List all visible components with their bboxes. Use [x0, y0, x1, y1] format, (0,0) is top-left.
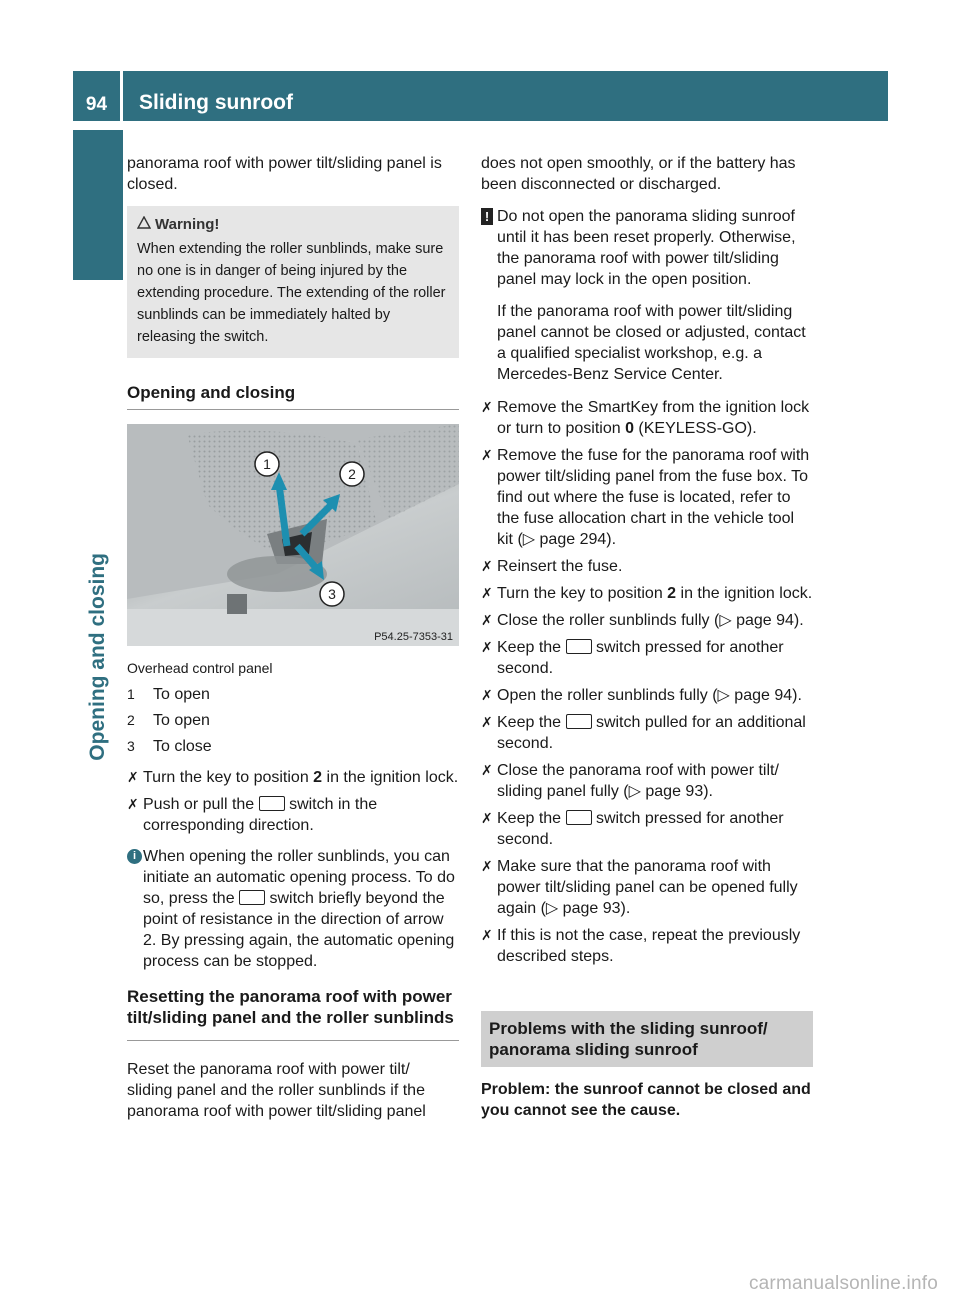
- step-x-icon: ✗: [481, 447, 493, 463]
- page-title: Sliding sunroof: [139, 91, 293, 114]
- legend-text-2: To open: [153, 712, 210, 729]
- step-item: ✗ Turn the key to position 2 in the ignition lock.: [481, 585, 813, 602]
- legend-text-1: To open: [153, 686, 210, 703]
- warning-title-text: Warning!: [155, 216, 220, 233]
- warning-box: [127, 206, 459, 358]
- right-column: [481, 153, 813, 1121]
- legend-text-3: To close: [153, 738, 212, 755]
- step-item: ✗ Keep the switch pulled for an additional second.: [481, 714, 806, 752]
- switch-icon: [566, 714, 592, 729]
- step-item: ✗ If this is not the case, repeat the previously described steps.: [481, 927, 801, 965]
- photo-caption: Overhead control panel: [127, 660, 273, 676]
- svg-text:1: 1: [263, 456, 271, 472]
- left-column: [127, 153, 459, 1133]
- warning-title: [137, 214, 449, 236]
- caution-note: [481, 206, 813, 385]
- svg-text:2: 2: [348, 466, 356, 482]
- step-item: ✗ Push or pull the switch in the corresponding direction.: [127, 796, 378, 834]
- problems-heading: Problems with the sliding sunroof/ panorama sliding sunroof: [481, 1011, 813, 1067]
- page-number: 94: [73, 71, 123, 121]
- step-item: ✗ Close the panorama roof with power tilt/ sliding panel fully (▷ page 93).: [481, 762, 779, 800]
- step-item: ✗ Make sure that the panorama roof with power tilt/sliding panel can be opened fully again (▷ page 93).: [481, 858, 798, 917]
- legend-item: [127, 710, 459, 731]
- problem-statement: Problem: the sunroof cannot be closed and you cannot see the cause.: [481, 1081, 811, 1119]
- step-item: ✗ Close the roller sunblinds fully (▷ page 94).: [481, 612, 804, 629]
- switch-icon: [566, 639, 592, 654]
- step-item: ✗ Remove the fuse for the panorama roof with power tilt/sliding panel from the fuse box. To find out where the fuse is located, refer to the fuse allocation chart in the vehicle tool kit (▷ page 294).: [481, 447, 810, 548]
- intro-text: panorama roof with power tilt/sliding panel is closed.: [127, 155, 442, 193]
- step-x-icon: ✗: [481, 810, 493, 826]
- watermark: carmanualsonline.info: [748, 1273, 938, 1294]
- side-chapter-label: Opening and closing: [86, 553, 109, 761]
- step-item: ✗ Open the roller sunblinds fully (▷ page 94).: [481, 687, 802, 704]
- legend-item: [127, 736, 459, 757]
- step-x-icon: ✗: [481, 714, 493, 730]
- overhead-control-panel-photo: [127, 424, 459, 646]
- step-x-icon: ✗: [481, 612, 493, 628]
- switch-icon: [259, 796, 285, 811]
- step-x-icon: ✗: [481, 927, 493, 943]
- step-x-icon: ✗: [481, 639, 493, 655]
- step-item: ✗ Remove the SmartKey from the ignition lock or turn to position 0 (KEYLESS-GO).: [481, 399, 810, 437]
- step-x-icon: ✗: [481, 585, 493, 601]
- exclamation-icon: !: [481, 208, 493, 225]
- caution-text-1: Do not open the panorama sliding sunroof until it has been reset properly. Otherwise, the panorama roof with power tilt/sliding panel may lock in the open position.: [497, 208, 796, 288]
- legend-number-3: 3: [127, 738, 135, 754]
- page-header: [73, 71, 888, 121]
- reset-text: Reset the panorama roof with power tilt/ sliding panel and the roller sunblinds if the panorama roof with power tilt/sliding panel: [127, 1061, 426, 1120]
- step-x-icon: ✗: [481, 762, 493, 778]
- caution-text-2: If the panorama roof with power tilt/sliding panel cannot be closed or adjusted, contact a qualified specialist workshop, e.g. a Mercedes-Benz Service Center.: [497, 303, 806, 383]
- info-icon: i: [127, 849, 142, 864]
- legend-item: [127, 684, 459, 705]
- control-panel-illustration: [127, 424, 459, 646]
- continued-text: does not open smoothly, or if the battery has been disconnected or discharged.: [481, 155, 796, 193]
- step-item: ✗ Turn the key to position 2 in the ignition lock.: [127, 769, 459, 786]
- step-item: ✗ Keep the switch pressed for another second.: [481, 639, 784, 677]
- step-x-icon: ✗: [127, 796, 139, 812]
- heading-opening-closing: Opening and closing: [127, 382, 459, 410]
- step-x-icon: ✗: [481, 399, 493, 415]
- warning-text: When extending the roller sunblinds, make sure no one is in danger of being injured by the extending procedure. The extending of the roller sunblinds can be immediately halted by releasing the switch.: [137, 241, 446, 345]
- info-note: i When opening the roller sunblinds, you can initiate an automatic opening process. To do so, press the switch briefly beyond the point of resistance in the direction of arrow 2. By pressing again, the automatic opening process can be stopped.: [127, 846, 459, 972]
- legend-number-1: 1: [127, 686, 135, 702]
- warning-triangle-icon: [137, 214, 155, 236]
- step-x-icon: ✗: [481, 558, 493, 574]
- step-x-icon: ✗: [481, 687, 493, 703]
- photo-code: P54.25-7353-31: [374, 631, 453, 643]
- step-x-icon: ✗: [481, 858, 493, 874]
- step-item: ✗ Reinsert the fuse.: [481, 558, 623, 575]
- svg-text:3: 3: [328, 586, 336, 602]
- side-tab: [73, 130, 123, 280]
- arrow-number: 2: [143, 932, 152, 949]
- legend-number-2: 2: [127, 712, 135, 728]
- step-item: ✗ Keep the switch pressed for another second.: [481, 810, 784, 848]
- heading-resetting: Resetting the panorama roof with power tilt/sliding panel and the roller sunblinds: [127, 986, 459, 1041]
- step-x-icon: ✗: [127, 769, 139, 785]
- switch-icon: [566, 810, 592, 825]
- switch-icon: [239, 890, 265, 905]
